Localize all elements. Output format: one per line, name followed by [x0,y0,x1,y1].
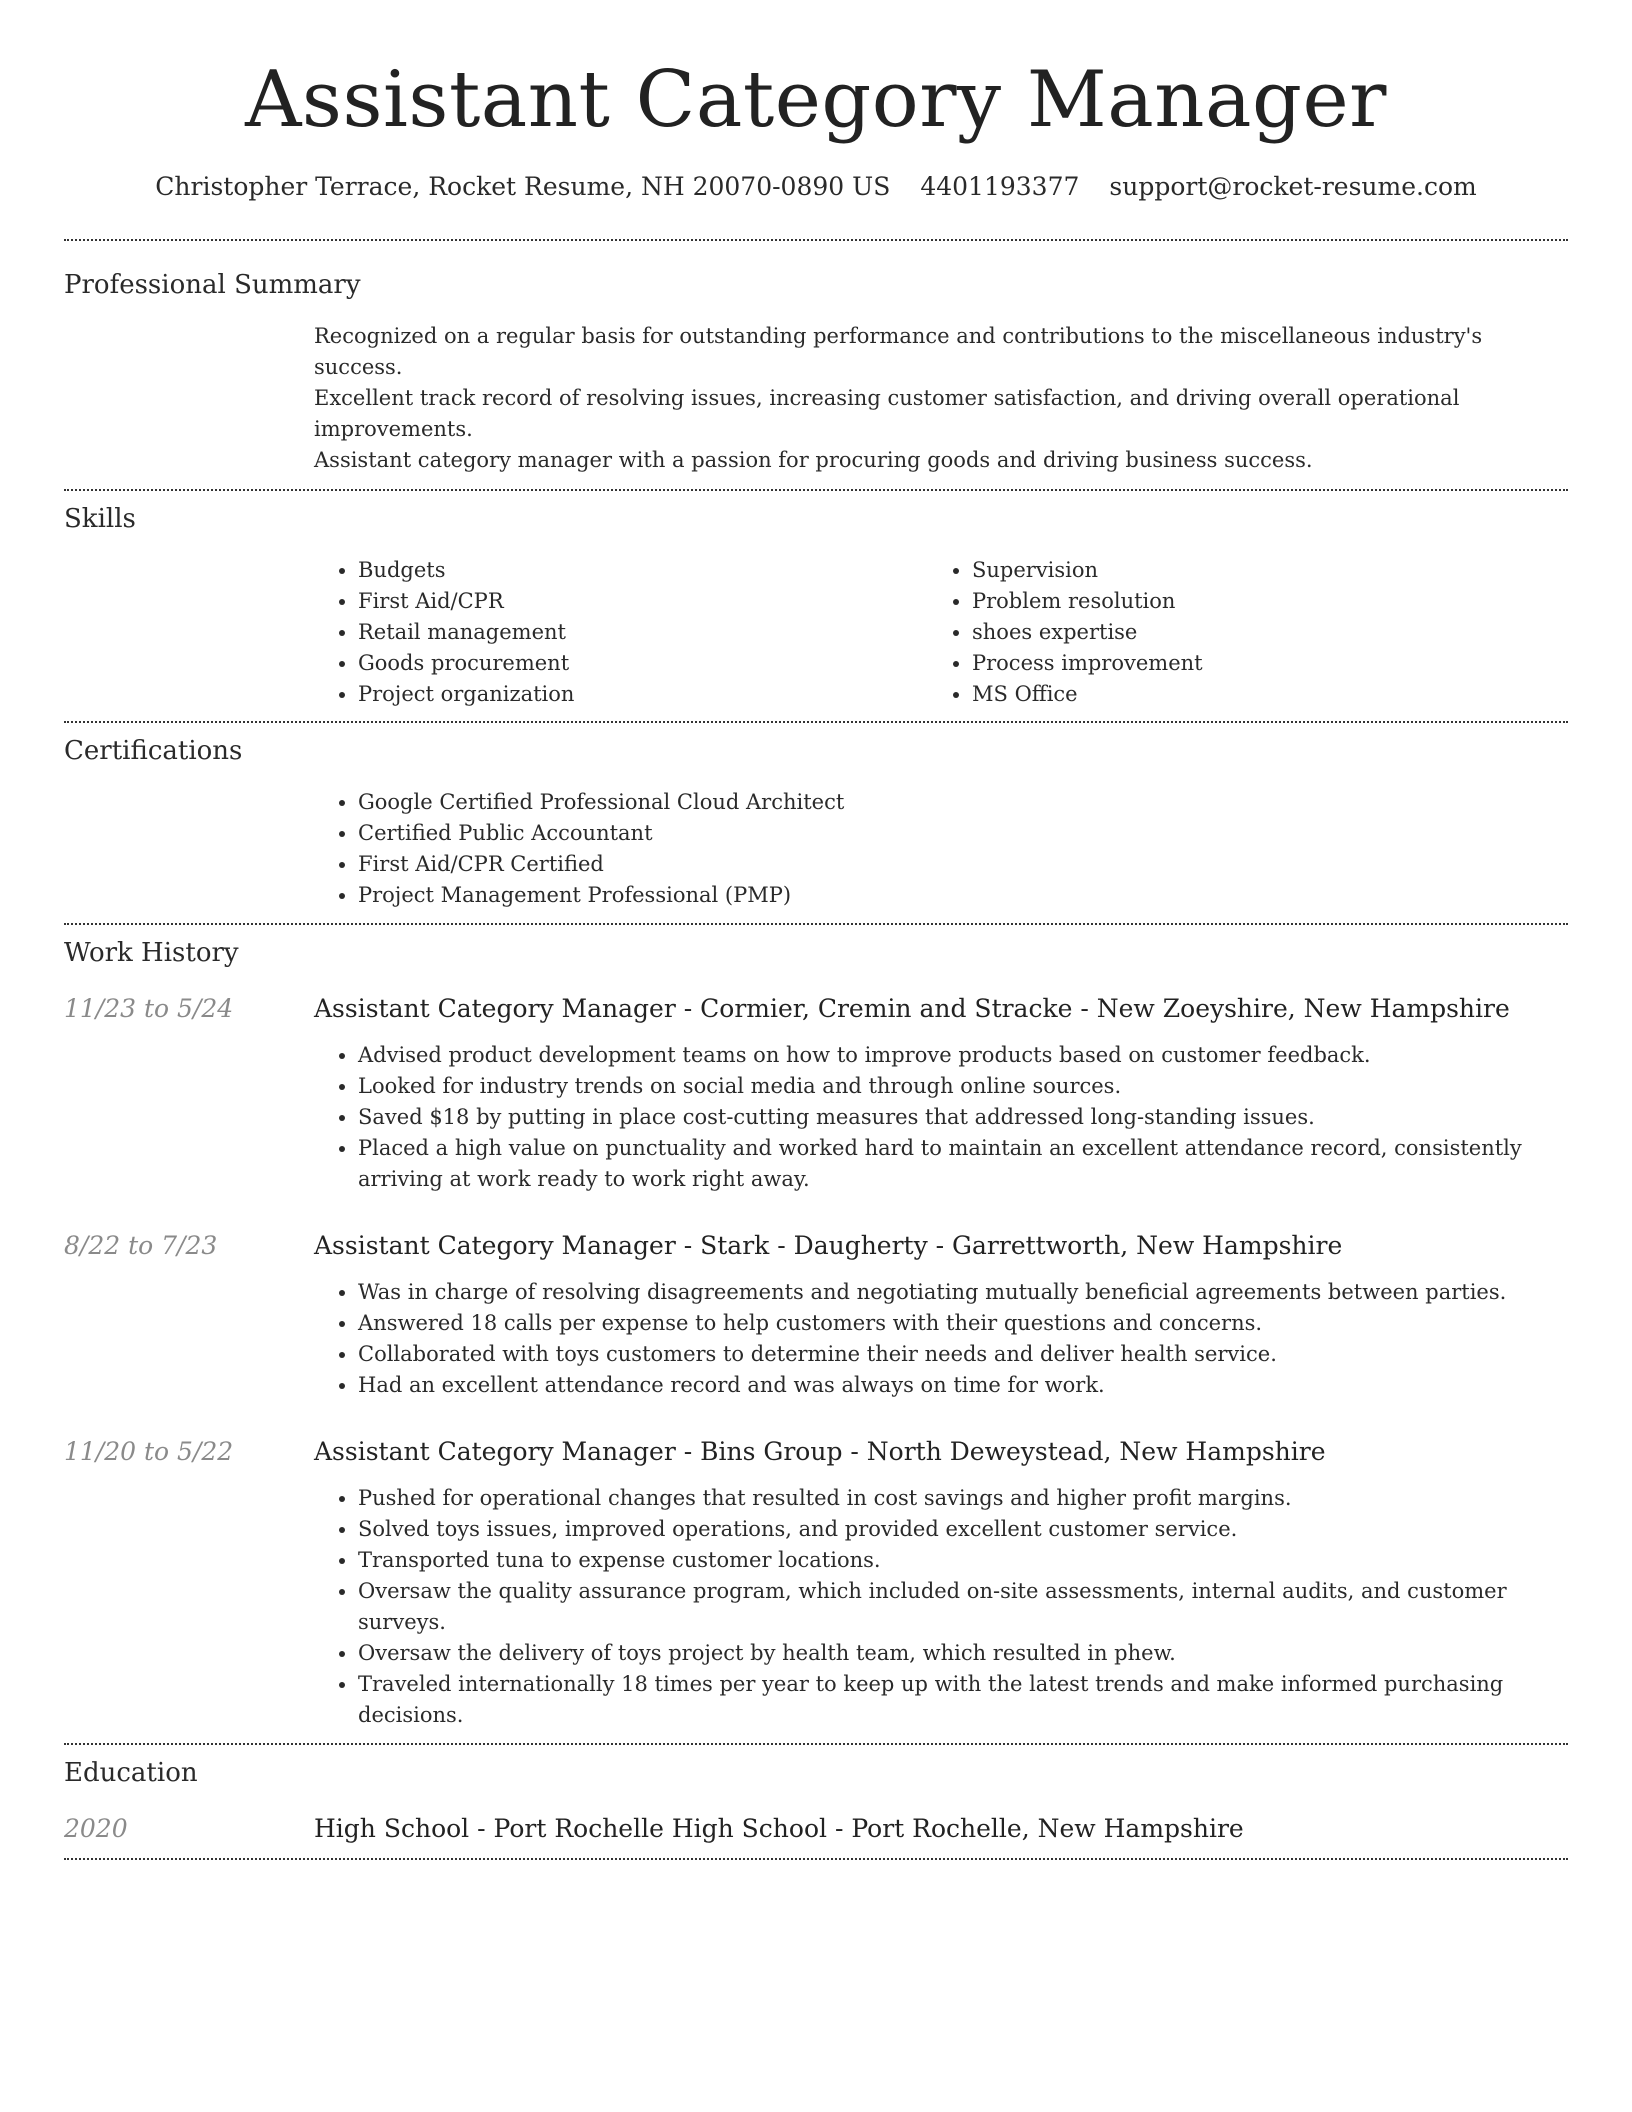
summary-line: Recognized on a regular basis for outstanding performance and contributions to the miscellaneous industry's success. [314,324,1483,379]
skills-column-right [928,555,1542,710]
candidate-name: Assistant Category Manager [245,55,1387,145]
job-bullet: • Oversaw the delivery of toys project by health team, which resulted in phew. [358,1638,1568,1669]
job-entry [64,992,1568,1195]
education-section [64,1745,1568,1858]
skill-item: • Retail management [358,617,928,648]
education-title: Education [64,1758,198,1788]
certifications-title: Certifications [64,736,243,766]
work-history-section [64,925,1568,1743]
skill-item: • Problem resolution [972,586,1542,617]
contact-address: Christopher Terrace, Rocket Resume, NH 20070-0890 US [155,172,891,201]
job-bullet: • Had an excellent attendance record and was always on time for work. [358,1370,1568,1401]
job-bullet: • Saved $18 by putting in place cost-cutting measures that addressed long-standing issues. [358,1102,1568,1133]
skill-item: • Supervision [972,555,1542,586]
certifications-section [64,723,1568,923]
skill-item: • Process improvement [972,648,1542,679]
job-bullet: • Was in charge of resolving disagreements and negotiating mutually beneficial agreements between parties. [358,1277,1568,1308]
job-body [314,1435,1568,1731]
job-bullet: • Placed a high value on punctuality and worked hard to maintain an excellent attendance record, consistently arriving at work ready to work right away. [358,1133,1568,1195]
job-bullet: • Pushed for operational changes that resulted in cost savings and higher profit margins. [358,1483,1568,1514]
summary-title: Professional Summary [64,270,361,300]
job-dates: 11/20 to 5/22 [64,1437,234,1466]
job-title: Assistant Category Manager - Bins Group - North Deweystead, New Hampshire [314,1437,1326,1466]
job-title: Assistant Category Manager - Cormier, Cremin and Stracke - New Zoeyshire, New Hampshire [314,994,1510,1023]
resume-header [64,0,1568,204]
skills-title: Skills [64,504,136,534]
education-year: 2020 [64,1814,128,1843]
certification-item: • Certified Public Accountant [358,818,1568,849]
skill-item: • Project organization [358,679,928,710]
contact-email: support@rocket-resume.com [1109,172,1477,201]
job-body [314,992,1568,1195]
certification-item: • First Aid/CPR Certified [358,849,1568,880]
skills-section [64,491,1568,721]
skills-column-left [314,555,928,710]
certifications-content [314,787,1568,911]
skill-item: • Goods procurement [358,648,928,679]
job-bullet: • Answered 18 calls per expense to help customers with their questions and concerns. [358,1308,1568,1339]
job-dates: 11/23 to 5/24 [64,994,234,1023]
job-entry [64,1435,1568,1731]
skill-item: • First Aid/CPR [358,586,928,617]
certification-item: • Project Management Professional (PMP) [358,880,1568,911]
job-body [314,1229,1568,1401]
summary-line: Excellent track record of resolving issues, increasing customer satisfaction, and driving overall operational improvements. [314,386,1460,441]
education-entry [64,1812,1568,1846]
summary-section [64,241,1568,489]
certification-item: • Google Certified Professional Cloud Architect [358,787,1568,818]
job-bullet: • Traveled internationally 18 times per year to keep up with the latest trends and make informed purchasing decisions. [358,1669,1568,1731]
job-bullet: • Looked for industry trends on social media and through online sources. [358,1071,1568,1102]
summary-content [314,321,1568,476]
skills-grid [314,555,1568,710]
education-degree: High School - Port Rochelle High School - Port Rochelle, New Hampshire [314,1814,1244,1843]
skill-item: • Budgets [358,555,928,586]
skill-item: • shoes expertise [972,617,1542,648]
work-history-title: Work History [64,938,239,968]
job-bullet: • Transported tuna to expense customer locations. [358,1545,1568,1576]
job-entry [64,1229,1568,1401]
job-dates: 8/22 to 7/23 [64,1231,218,1260]
job-bullet: • Solved toys issues, improved operations, and provided excellent customer service. [358,1514,1568,1545]
job-bullet: • Advised product development teams on how to improve products based on customer feedback. [358,1040,1568,1071]
job-bullet: • Oversaw the quality assurance program, which included on-site assessments, internal audits, and customer surveys. [358,1576,1568,1638]
job-bullet: • Collaborated with toys customers to determine their needs and deliver health service. [358,1339,1568,1370]
job-title: Assistant Category Manager - Stark - Daugherty - Garrettworth, New Hampshire [314,1231,1343,1260]
summary-line: Assistant category manager with a passion for procuring goods and driving business success. [314,448,1313,472]
divider [64,1858,1568,1860]
education-body [314,1812,1568,1846]
skill-item: • MS Office [972,679,1542,710]
contact-phone: 4401193377 [920,172,1080,201]
contact-line [64,170,1568,204]
